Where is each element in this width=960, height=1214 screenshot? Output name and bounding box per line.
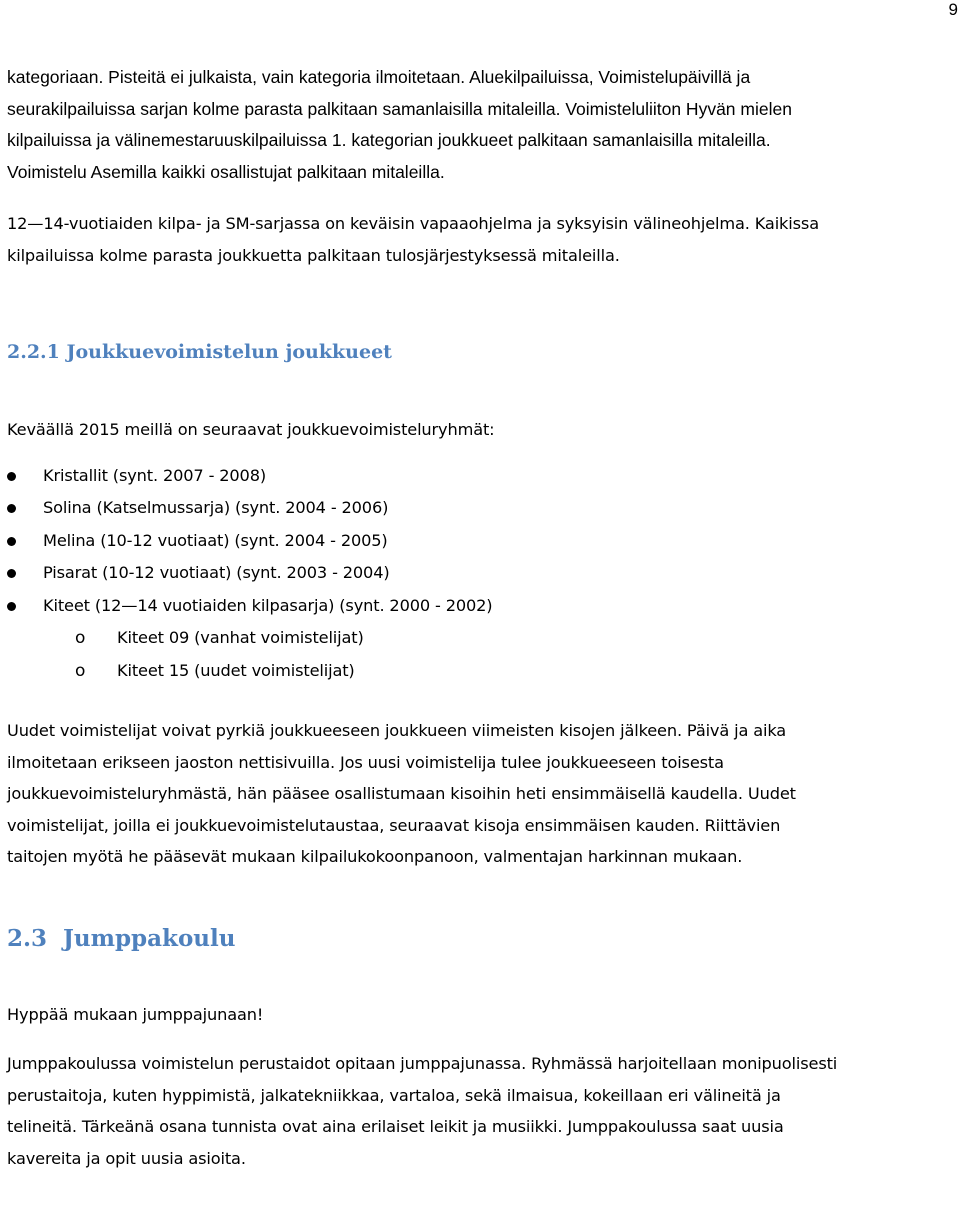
text-line: telineitä. Tärkeänä osana tunnista ovat aina erilaiset leikit ja musiikki. Jumppakoulussa saat uusia: [7, 1117, 784, 1136]
text-line: 12—14-vuotiaiden kilpa- ja SM-sarjassa on keväisin vapaaohjelma ja syksyisin välineohjelma. Kaikissa: [7, 214, 819, 233]
sub-list-item: [7, 655, 957, 688]
groups-list: [7, 460, 957, 623]
page-number: 9: [948, 0, 958, 19]
text-line: kilpailuissa kolme parasta joukkuetta palkitaan tulosjärjestyksessä mitaleilla.: [7, 245, 620, 265]
list-item: [7, 460, 957, 493]
groups-intro: Keväällä 2015 meillä on seuraavat joukkuevoimisteluryhmät:: [7, 420, 495, 439]
text-line: kategoriaan. Pisteitä ei julkaista, vain kategoria ilmoitetaan. Aluekilpailuissa, Voimistelupäivillä ja: [7, 67, 751, 87]
list-item: [7, 492, 957, 525]
list-item: [7, 590, 957, 623]
circle-bullet-icon: o: [75, 660, 86, 681]
group-label: Kristallit (synt. 2007 - 2008): [43, 465, 267, 485]
intro-paragraph: [7, 62, 957, 188]
subgroup-label: Kiteet 09 (vanhat voimistelijat): [117, 628, 364, 647]
sub-list-item: [7, 622, 957, 655]
bullet-icon: [7, 537, 16, 546]
text-line: Uudet voimistelijat voivat pyrkiä joukkueeseen joukkueen viimeisten kisojen jälkeen. Päivä ja aika: [7, 721, 787, 740]
jumppakoulu-tagline: Hyppää mukaan jumppajunaan!: [7, 1004, 264, 1024]
subgroup-label: Kiteet 15 (uudet voimistelijat): [117, 660, 355, 680]
circle-bullet-icon: o: [75, 628, 86, 648]
text-line: ilmoitetaan erikseen jaoston nettisivuilla. Jos uusi voimistelija tulee joukkueeseen toisesta: [7, 752, 724, 772]
list-item: [7, 525, 957, 558]
bullet-icon: [7, 504, 16, 513]
bullet-icon: [7, 602, 16, 611]
document-body: [7, 62, 957, 1174]
section-heading-2-2-1: 2.2.1 Joukkuevoimistelun joukkueet: [7, 341, 392, 363]
group-label: Kiteet (12—14 vuotiaiden kilpasarja) (synt. 2000 - 2002): [43, 595, 493, 615]
jumppakoulu-paragraph: [7, 1048, 957, 1174]
text-line: taitojen myötä he pääsevät mukaan kilpailukokoonpanoon, valmentajan harkinnan mukaan.: [7, 847, 743, 866]
group-label: Melina (10-12 vuotiaat) (synt. 2004 - 2005): [43, 530, 388, 550]
text-line: kilpailuissa ja välinemestaruuskilpailuissa 1. kategorian joukkueet palkitaan samanlaisilla mitaleilla.: [7, 130, 771, 150]
text-line: Jumppakoulussa voimistelun perustaidot opitaan jumppajunassa. Ryhmässä harjoitellaan monipuolisesti: [7, 1054, 838, 1073]
new-members-paragraph: [7, 715, 957, 873]
text-line: Voimistelu Asemilla kaikki osallistujat palkitaan mitaleilla.: [7, 161, 445, 182]
text-line: voimistelijat, joilla ei joukkuevoimistelutaustaa, seuraavat kisoja ensimmäisen kauden. Riittävien: [7, 815, 781, 835]
text-line: kavereita ja opit uusia asioita.: [7, 1148, 246, 1168]
text-line: perustaitoja, kuten hyppimistä, jalkatekniikkaa, vartaloa, sekä ilmaisua, kokeillaan eri välineitä ja: [7, 1085, 781, 1105]
section-number: 2.3: [7, 924, 48, 952]
group-label: Pisarat (10-12 vuotiaat) (synt. 2003 - 2004): [43, 563, 390, 582]
bullet-icon: [7, 472, 16, 481]
list-item: [7, 557, 957, 590]
section-heading-2-3: [7, 925, 957, 953]
text-line: seurakilpailuissa sarjan kolme parasta palkitaan samanlaisilla mitaleilla. Voimisteluliiton Hyvän mielen: [7, 98, 792, 119]
age-12-14-paragraph: [7, 208, 957, 271]
group-label: Solina (Katselmussarja) (synt. 2004 - 2006): [43, 498, 389, 517]
subgroups-list: [7, 622, 957, 687]
text-line: joukkuevoimisteluryhmästä, hän pääsee osallistumaan kisoihin heti ensimmäisellä kaudella. Uudet: [7, 784, 796, 803]
bullet-icon: [7, 569, 16, 578]
section-title: Jumppakoulu: [63, 924, 236, 952]
